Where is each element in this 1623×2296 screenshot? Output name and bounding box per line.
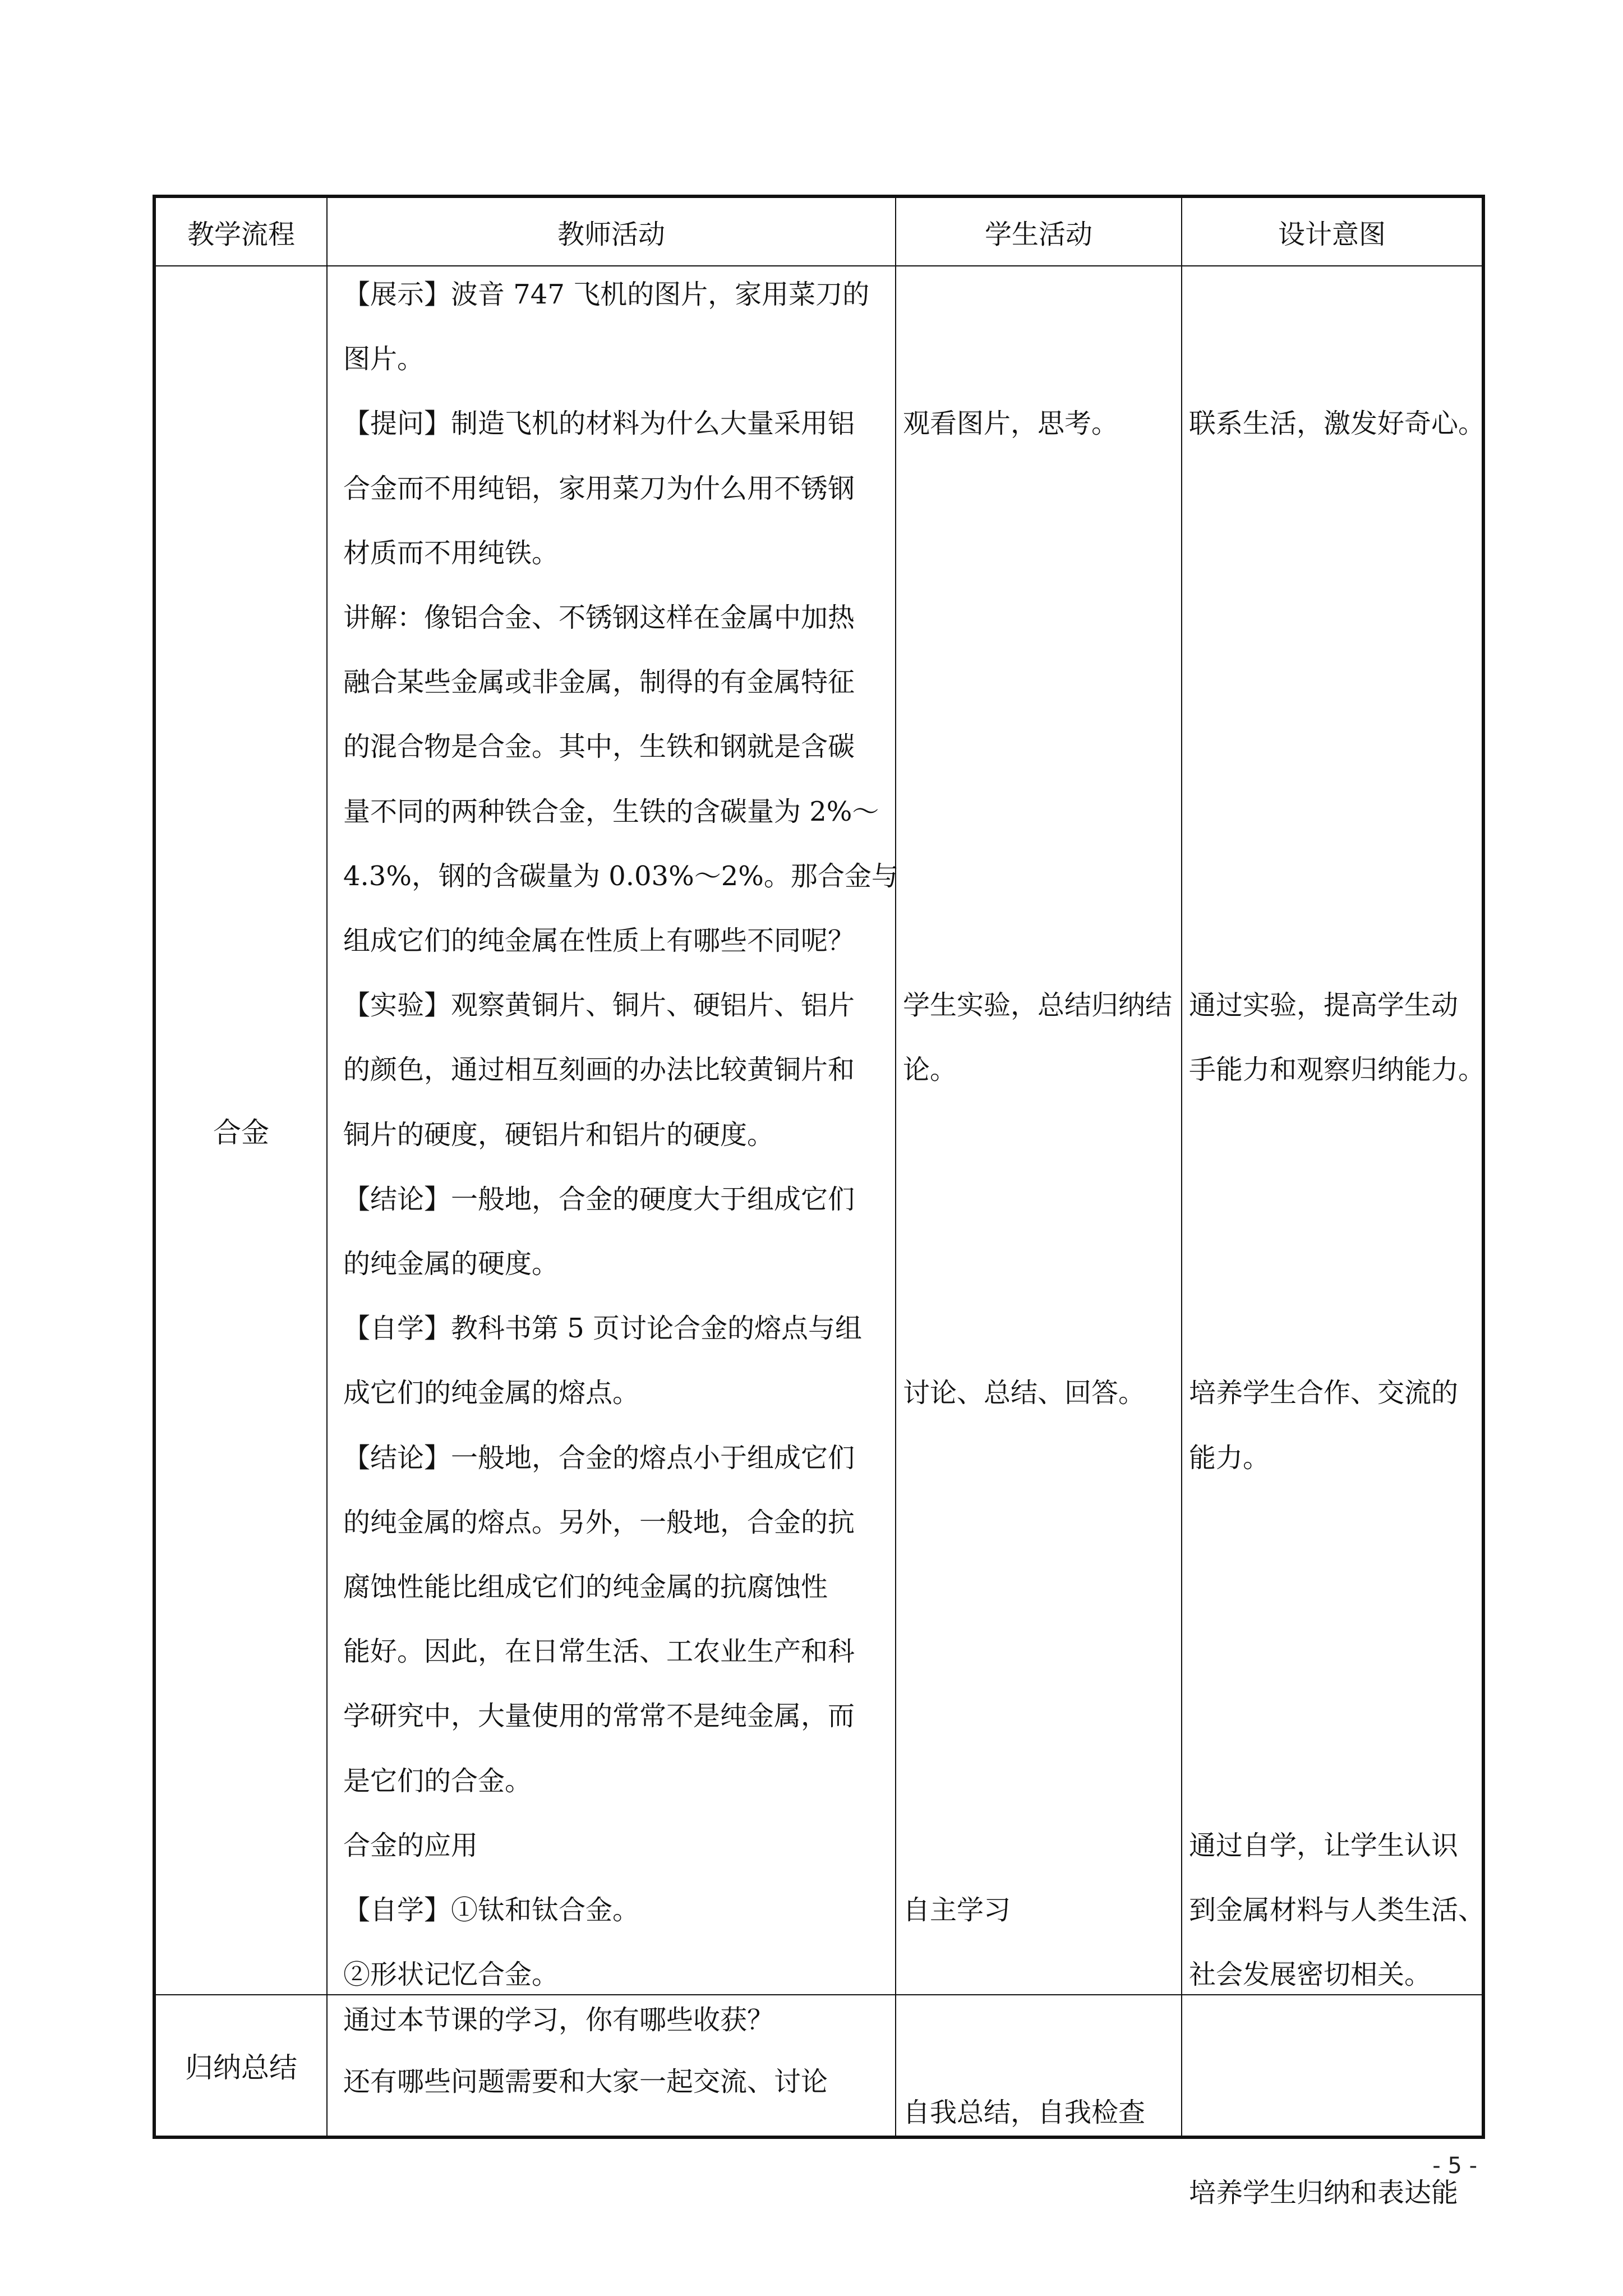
intent-text-line: 手能力和观察归纳能力。 <box>1189 1054 1486 1086</box>
student-text-line: 论。 <box>903 1054 957 1086</box>
teacher-text-line: 学研究中，大量使用的常常不是纯金属，而 <box>343 1700 855 1732</box>
intent-text-line: 能力。 <box>1189 1442 1270 1474</box>
table-row-alloy <box>154 266 1483 1995</box>
teacher-text-line: ②形状记忆合金。 <box>343 1959 559 1991</box>
intent-text-line: 通过自学，让学生认识 <box>1189 1829 1459 1861</box>
design-intent-cell <box>1182 266 1486 1995</box>
teacher-text-line: 【展示】波音 747 飞机的图片，家用菜刀的 <box>343 279 870 310</box>
teacher-text-line: 组成它们的纯金属在性质上有哪些不同呢？ <box>343 925 855 956</box>
teacher-text-line: 的混合物是合金。其中，生铁和钢就是含碳 <box>343 731 855 763</box>
teacher-text-line: 合金的应用 <box>343 1829 478 1861</box>
teacher-text-line: 4.3%，钢的含碳量为 0.03%～2%。那合金与 <box>343 860 898 892</box>
table-header-row <box>154 196 1483 266</box>
teacher-text-line: 图片。 <box>343 343 425 375</box>
teacher-text-line: 铜片的硬度，硬铝片和铝片的硬度。 <box>343 1119 774 1151</box>
intent-text-line: 培养学生归纳和表达能 <box>1189 2177 1459 2208</box>
lesson-plan-table <box>153 195 1486 2208</box>
teacher-text-line: 【自学】①钛和钛合金。 <box>343 1894 640 1926</box>
intent-text-line: 联系生活，激发好奇心。 <box>1189 408 1486 440</box>
teacher-text-line: 能好。因此，在日常生活、工农业生产和科 <box>343 1636 855 1668</box>
stage-cell: 归纳总结 <box>154 1995 327 2137</box>
student-text-line: 讨论、总结、回答。 <box>903 1377 1146 1409</box>
teacher-text-line: 【结论】一般地，合金的硬度大于组成它们 <box>343 1183 855 1215</box>
teacher-text-line: 的纯金属的熔点。另外，一般地，合金的抗 <box>343 1506 855 1538</box>
header-student-activity: 学生活动 <box>896 196 1182 266</box>
teacher-text-line: 的纯金属的硬度。 <box>343 1248 559 1280</box>
teacher-text-line: 【自学】教科书第 5 页讨论合金的熔点与组 <box>343 1313 863 1345</box>
teacher-text-line: 的颜色，通过相互刻画的办法比较黄铜片和 <box>343 1054 855 1086</box>
teacher-activity-cell <box>327 1995 896 2137</box>
design-intent-cell <box>1182 1995 1483 2208</box>
teacher-text-line: 腐蚀性能比组成它们的纯金属的抗腐蚀性 <box>343 1571 828 1603</box>
intent-text-line: 培养学生合作、交流的 <box>1189 1377 1459 1409</box>
student-activity-cell <box>896 266 1182 1995</box>
teacher-text-line: 【结论】一般地，合金的熔点小于组成它们 <box>343 1442 855 1474</box>
student-text-line: 自我总结，自我检查 <box>903 2097 1146 2128</box>
student-text-line: 学生实验，总结归纳结 <box>903 990 1173 1022</box>
teacher-text-line: 合金而不用纯铝，家用菜刀为什么用不锈钢 <box>343 472 855 504</box>
teacher-text-line: 材质而不用纯铁。 <box>343 537 559 569</box>
header-stage: 教学流程 <box>154 196 327 266</box>
table-row-summary <box>154 1995 1483 2137</box>
intent-text-line: 到金属材料与人类生活、 <box>1189 1894 1486 1926</box>
page-number: - 5 - <box>1432 2153 1477 2179</box>
teacher-text-line: 量不同的两种铁合金，生铁的含碳量为 2%～ <box>343 795 879 827</box>
teacher-text-line: 【提问】制造飞机的材料为什么大量采用铝 <box>343 408 855 440</box>
teacher-text-line: 是它们的合金。 <box>343 1765 532 1797</box>
teacher-text-line: 讲解：像铝合金、不锈钢这样在金属中加热 <box>343 602 855 633</box>
intent-text-line: 通过实验，提高学生动 <box>1189 990 1459 1022</box>
stage-cell: 合金 <box>154 266 327 1995</box>
teacher-text-line: 成它们的纯金属的熔点。 <box>343 1377 640 1409</box>
intent-text-line: 社会发展密切相关。 <box>1189 1959 1432 1991</box>
teacher-text-line: 【实验】观察黄铜片、铜片、硬铝片、铝片 <box>343 990 855 1022</box>
student-text-line: 自主学习 <box>903 1894 1011 1926</box>
student-activity-cell <box>896 1995 1182 2137</box>
header-teacher-activity: 教师活动 <box>327 196 896 266</box>
teacher-text-line: 通过本节课的学习，你有哪些收获？ <box>343 2004 774 2036</box>
teacher-text-line: 还有哪些问题需要和大家一起交流、讨论 <box>343 2066 828 2097</box>
teacher-text-line: 融合某些金属或非金属，制得的有金属特征 <box>343 666 855 698</box>
teacher-activity-cell <box>327 266 896 1995</box>
header-design-intent: 设计意图 <box>1182 196 1483 266</box>
student-text-line: 观看图片，思考。 <box>903 408 1119 440</box>
